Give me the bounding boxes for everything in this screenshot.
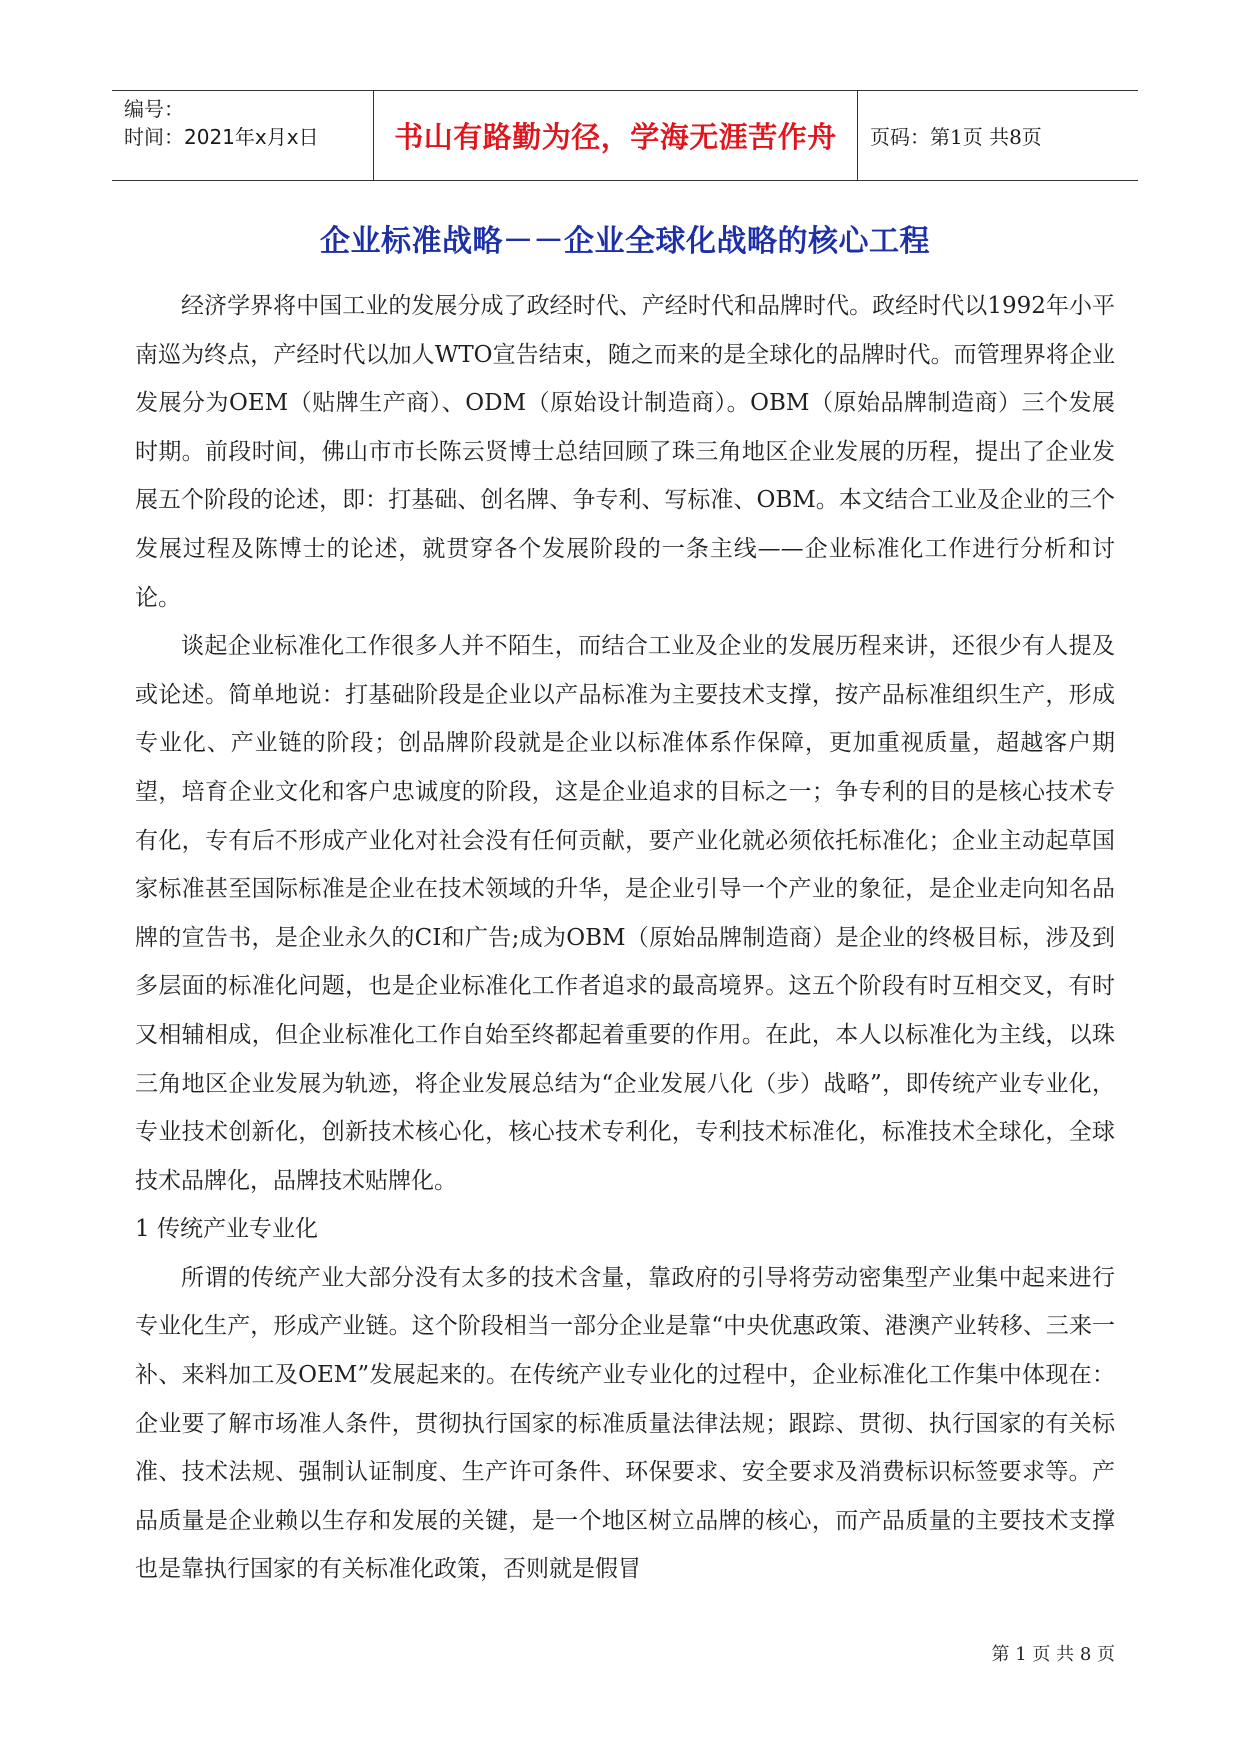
body-paragraph: 经济学界将中国工业的发展分成了政经时代、产经时代和品牌时代。政经时代以1992年小平南巡为终点，产经时代以加人WTO宣告结束，随之而来的是全球化的品牌时代。而管理界将企业发展分为OEM（贴牌生产商）、ODM（原始设计制造商）。OBM（原始品牌制造商）三个发展时期。前段时间，佛山市市长陈云贤博士总结回顾了珠三角地区企业发展的历程，提出了企业发展五个阶段的论述，即：打基础、创名牌、争专利、写标准、OBM。本文结合工业及企业的三个发展过程及陈博士的论述，就贯穿各个发展阶段的一条主线——企业标准化工作进行分析和讨论。 — [135, 293, 1115, 611]
document-body — [135, 282, 1115, 1594]
document-title: 企业标准战略－－企业全球化战略的核心工程 — [320, 224, 930, 259]
body-paragraph: 所谓的传统产业大部分没有太多的技术含量，靠政府的引导将劳动密集型产业集中起来进行专业化生产，形成产业链。这个阶段相当一部分企业是靠“中央优惠政策、港澳产业转移、三来一补、来料加工及OEM”发展起来的。在传统产业专业化的过程中，企业标准化工作集中体现在：企业要了解市场准人条件，贯彻执行国家的标准质量法律法规；跟踪、贯彻、执行国家的有关标准、技术法规、强制认证制度、生产许可条件、环保要求、安全要求及消费标识标签要求等。产品质量是企业赖以生存和发展的关键，是一个地区树立品牌的核心，而产品质量的主要技术支撑也是靠执行国家的有关标准化政策，否则就是假冒 — [135, 1264, 1115, 1583]
motto-cell — [374, 91, 858, 180]
page-info-text: 页码：第1页 共8页 — [870, 125, 1042, 149]
header-table — [112, 90, 1138, 181]
motto-text: 书山有路勤为径，学海无涯苦作舟 — [394, 120, 837, 154]
body-paragraph: 谈起企业标准化工作很多人并不陌生，而结合工业及企业的发展历程来讲，还很少有人提及或论述。简单地说：打基础阶段是企业以产品标准为主要技术支撑，按产品标准组织生产，形成专业化、产业链的阶段；创品牌阶段就是企业以标准体系作保障，更加重视质量，超越客户期望，培育企业文化和客户忠诚度的阶段，这是企业追求的目标之一；争专利的目的是核心技术专有化，专有后不形成产业化对社会没有任何贡献，要产业化就必须依托标准化；企业主动起草国家标准甚至国际标准是企业在技术领域的升华，是企业引导一个产业的象征，是企业走向知名品牌的宣告书，是企业永久的CI和广告;成为OBM（原始品牌制造商）是企业的终极目标，涉及到多层面的标准化问题，也是企业标准化工作者追求的最高境界。这五个阶段有时互相交叉，有时又相辅相成，但企业标准化工作自始至终都起着重要的作用。在此，本人以标准化为主线，以珠三角地区企业发展为轨迹，将企业发展总结为“企业发展八化（步）战略”，即传统产业专业化，专业技术创新化，创新技术核心化，核心技术专利化，专利技术标准化，标准技术全球化，全球技术品牌化，品牌技术贴牌化。 — [135, 633, 1115, 1194]
page-info-cell — [858, 91, 1138, 180]
date-label: 时间：2021年x月x日 — [124, 125, 319, 149]
header-meta-cell — [112, 91, 374, 180]
page-footer: 第 1 页 共 8 页 — [991, 1644, 1115, 1665]
section-heading: 1 传统产业专业化 — [135, 1216, 318, 1243]
number-label: 编号： — [124, 97, 184, 121]
